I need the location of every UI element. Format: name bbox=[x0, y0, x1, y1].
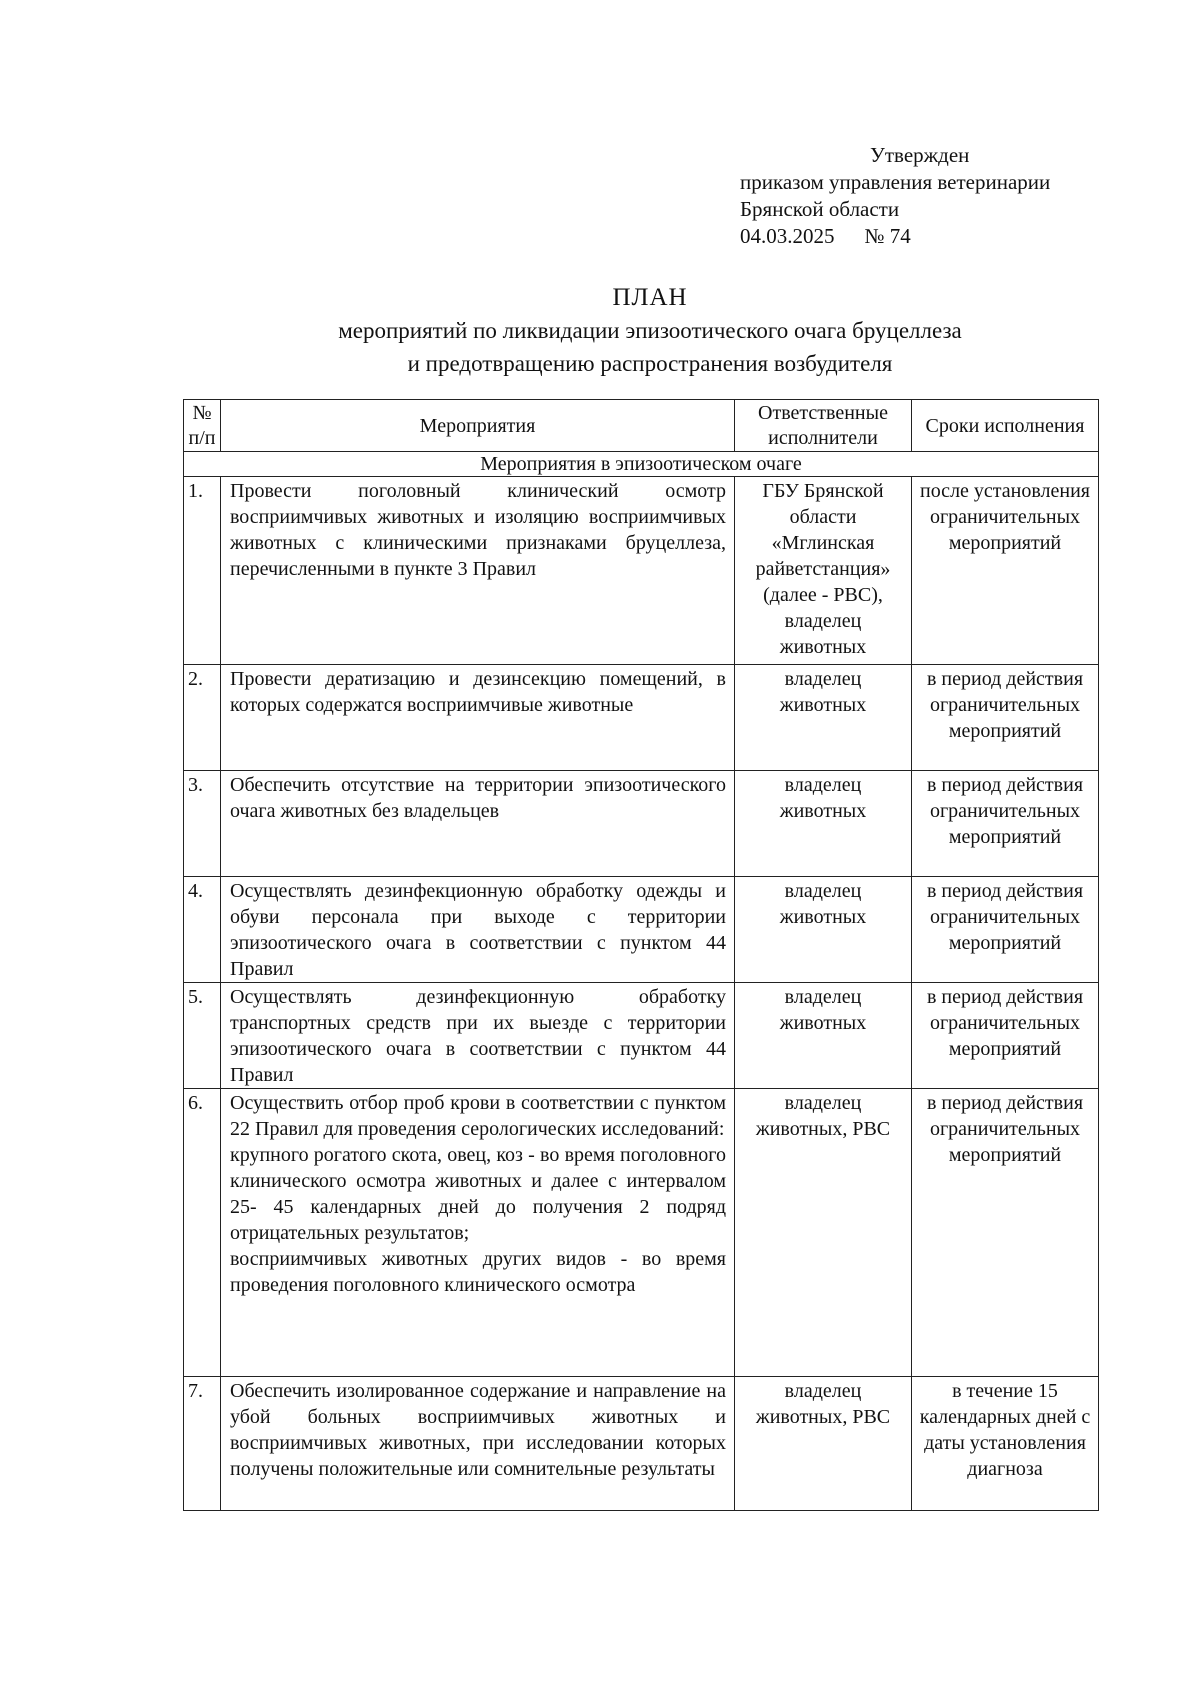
activity-paragraph: восприимчивых животных других видов - во время проведения поголовного клинического осмотра bbox=[230, 1248, 726, 1296]
table-row bbox=[184, 877, 1099, 983]
row-activity: Обеспечить отсутствие на территории эпизоотического очага животных без владельцев bbox=[221, 771, 735, 877]
approval-line-1: Утвержден bbox=[870, 143, 970, 167]
row-num: 5. bbox=[184, 983, 221, 1089]
row-num: 6. bbox=[184, 1089, 221, 1377]
row-terms: в период действия ограничительных мероприятий bbox=[912, 983, 1099, 1089]
row-responsible: владелец животных, РВС bbox=[735, 1377, 912, 1511]
table-row bbox=[184, 1089, 1099, 1377]
approval-line-2: приказом управления ветеринарии bbox=[740, 170, 1051, 194]
table-row bbox=[184, 771, 1099, 877]
header-num: № п/п bbox=[184, 400, 221, 452]
table-row bbox=[184, 477, 1099, 665]
row-responsible: ГБУ Брянской области «Мглинская райветстанция» (далее - РВС), владелец животных bbox=[735, 477, 912, 665]
row-activity: Провести дератизацию и дезинсекцию помещений, в которых содержатся восприимчивые животные bbox=[221, 665, 735, 771]
approval-line-3: Брянской области bbox=[740, 197, 900, 221]
row-activity: Осуществлять дезинфекционную обработку транспортных средств при их выезде с территории эпизоотического очага в соответствии с пунктом 44 Правил bbox=[221, 983, 735, 1089]
row-terms: в период действия ограничительных мероприятий bbox=[912, 877, 1099, 983]
section-row bbox=[184, 452, 1099, 477]
row-terms: в период действия ограничительных мероприятий bbox=[912, 1089, 1099, 1377]
table-header-row bbox=[184, 400, 1099, 452]
row-terms: в период действия ограничительных мероприятий bbox=[912, 771, 1099, 877]
row-activity bbox=[221, 1089, 735, 1377]
title-main: ПЛАН bbox=[612, 284, 688, 311]
row-responsible: владелец животных bbox=[735, 983, 912, 1089]
row-num: 2. bbox=[184, 665, 221, 771]
table-row bbox=[184, 665, 1099, 771]
approval-block bbox=[740, 142, 1050, 250]
plan-table bbox=[183, 399, 1099, 1511]
row-activity: Осуществлять дезинфекционную обработку одежды и обуви персонала при выходе с территории эпизоотического очага в соответствии с пунктом 44 Правил bbox=[221, 877, 735, 983]
header-terms: Сроки исполнения bbox=[912, 400, 1099, 452]
title-line-3: и предотвращению распространения возбудителя bbox=[407, 351, 893, 376]
approval-date-row bbox=[740, 223, 1050, 250]
table-row bbox=[184, 1377, 1099, 1511]
row-responsible: владелец животных bbox=[735, 665, 912, 771]
document-title bbox=[170, 282, 1130, 380]
row-num: 4. bbox=[184, 877, 221, 983]
row-activity: Обеспечить изолированное содержание и направление на убой больных восприимчивых животных и восприимчивых животных, при исследовании которых получены положительные или сомнительные результаты bbox=[221, 1377, 735, 1511]
title-line-2: мероприятий по ликвидации эпизоотического очага бруцеллеза bbox=[338, 318, 962, 343]
header-activity: Мероприятия bbox=[221, 400, 735, 452]
activity-paragraph: крупного рогатого скота, овец, коз - во время поголовного клинического осмотра животных и далее с интервалом 25- 45 календарных дней до получения 2 подряд отрицательных результатов; bbox=[230, 1144, 726, 1244]
row-num: 7. bbox=[184, 1377, 221, 1511]
row-terms: после установления ограничительных мероприятий bbox=[912, 477, 1099, 665]
row-terms: в течение 15 календарных дней с даты установления диагноза bbox=[912, 1377, 1099, 1511]
row-responsible: владелец животных, РВС bbox=[735, 1089, 912, 1377]
section-title: Мероприятия в эпизоотическом очаге bbox=[184, 452, 1099, 477]
activity-paragraph: Осуществить отбор проб крови в соответствии с пунктом 22 Правил для проведения серологических исследований: bbox=[230, 1092, 726, 1140]
approval-date: 04.03.2025 bbox=[740, 224, 835, 248]
row-num: 3. bbox=[184, 771, 221, 877]
row-responsible: владелец животных bbox=[735, 771, 912, 877]
row-responsible: владелец животных bbox=[735, 877, 912, 983]
row-activity: Провести поголовный клинический осмотр восприимчивых животных и изоляцию восприимчивых животных с клиническими признаками бруцеллеза, перечисленными в пункте 3 Правил bbox=[221, 477, 735, 665]
approval-number: № 74 bbox=[864, 224, 911, 248]
header-responsible: Ответственные исполнители bbox=[735, 400, 912, 452]
row-terms: в период действия ограничительных мероприятий bbox=[912, 665, 1099, 771]
row-num: 1. bbox=[184, 477, 221, 665]
table-row bbox=[184, 983, 1099, 1089]
